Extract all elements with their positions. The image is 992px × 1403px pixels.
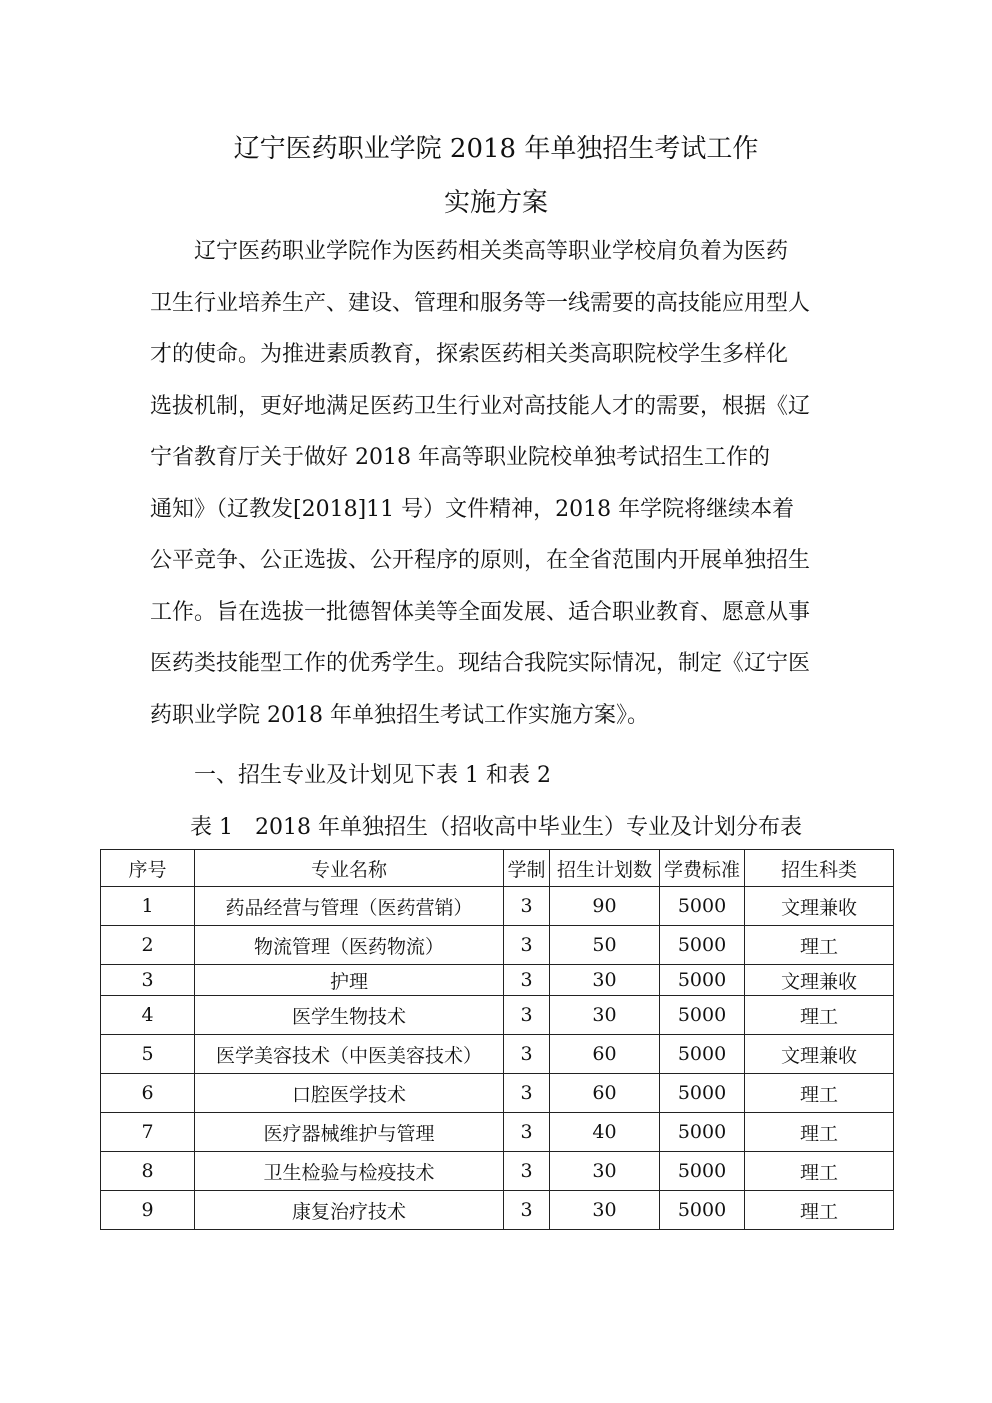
cell-tuition: 5000	[660, 1191, 745, 1230]
document-title-line-1: 辽宁医药职业学院 2018 年单独招生考试工作	[233, 134, 759, 164]
cell-index: 9	[101, 1191, 195, 1230]
cell-index: 8	[101, 1152, 195, 1191]
table-row	[101, 1074, 894, 1113]
cell-tuition: 5000	[660, 1074, 745, 1113]
cell-tuition: 5000	[660, 965, 745, 996]
intro-paragraph	[150, 226, 850, 741]
table-row	[101, 926, 894, 965]
cell-tuition: 5000	[660, 996, 745, 1035]
paragraph-line: 辽宁医药职业学院作为医药相关类高等职业学校肩负着为医药	[194, 239, 789, 264]
cell-index: 1	[101, 887, 195, 926]
cell-plan-count: 30	[550, 1152, 660, 1191]
cell-major-name: 医学生物技术	[195, 996, 504, 1035]
paragraph-line: 通知》（辽教发[2018]11 号）文件精神，2018 年学院将继续本着	[150, 496, 795, 522]
cell-duration: 3	[504, 887, 550, 926]
table-caption: 表 1 2018 年单独招生（招收高中毕业生）专业及计划分布表	[190, 815, 802, 840]
table-row	[101, 887, 894, 926]
table-header-row	[101, 850, 894, 887]
paragraph-line: 宁省教育厅关于做好 2018 年高等职业院校单独考试招生工作的	[150, 445, 770, 470]
cell-category: 理工	[745, 1191, 894, 1230]
cell-major-name: 护理	[195, 965, 504, 996]
cell-duration: 3	[504, 1074, 550, 1113]
cell-tuition: 5000	[660, 1113, 745, 1152]
cell-tuition: 5000	[660, 1035, 745, 1074]
cell-plan-count: 40	[550, 1113, 660, 1152]
paragraph-line: 才的使命。为推进素质教育，探索医药相关类高职院校学生多样化	[150, 342, 789, 367]
cell-index: 5	[101, 1035, 195, 1074]
cell-plan-count: 60	[550, 1035, 660, 1074]
cell-duration: 3	[504, 1035, 550, 1074]
cell-category: 文理兼收	[745, 965, 894, 996]
header-index: 序号	[101, 850, 195, 887]
header-category: 招生科类	[745, 850, 894, 887]
section-heading: 一、招生专业及计划见下表 1 和表 2	[194, 763, 551, 788]
table-row	[101, 1152, 894, 1191]
cell-index: 6	[101, 1074, 195, 1113]
cell-duration: 3	[504, 926, 550, 965]
cell-index: 2	[101, 926, 195, 965]
cell-index: 4	[101, 996, 195, 1035]
cell-category: 理工	[745, 1074, 894, 1113]
cell-major-name: 物流管理（医药物流）	[195, 926, 504, 965]
header-duration: 学制	[504, 850, 550, 887]
paragraph-line: 卫生行业培养生产、建设、管理和服务等一线需要的高技能应用型人	[150, 290, 811, 316]
cell-plan-count: 30	[550, 965, 660, 996]
cell-major-name: 康复治疗技术	[195, 1191, 504, 1230]
cell-category: 理工	[745, 996, 894, 1035]
cell-duration: 3	[504, 1191, 550, 1230]
cell-tuition: 5000	[660, 1152, 745, 1191]
cell-category: 文理兼收	[745, 887, 894, 926]
cell-tuition: 5000	[660, 926, 745, 965]
cell-plan-count: 60	[550, 1074, 660, 1113]
header-plan-count: 招生计划数	[550, 850, 660, 887]
cell-category: 理工	[745, 1152, 894, 1191]
cell-major-name: 药品经营与管理（医药营销）	[195, 887, 504, 926]
cell-plan-count: 30	[550, 996, 660, 1035]
cell-category: 理工	[745, 926, 894, 965]
cell-duration: 3	[504, 1152, 550, 1191]
document-title-line-2: 实施方案	[443, 188, 548, 218]
cell-plan-count: 50	[550, 926, 660, 965]
table-row	[101, 965, 894, 996]
paragraph-line: 医药类技能型工作的优秀学生。现结合我院实际情况，制定《辽宁医	[150, 651, 811, 676]
table-row	[101, 1113, 894, 1152]
cell-index: 3	[101, 965, 195, 996]
paragraph-line: 选拔机制，更好地满足医药卫生行业对高技能人才的需要，根据《辽	[150, 393, 811, 419]
cell-major-name: 卫生检验与检疫技术	[195, 1152, 504, 1191]
paragraph-line: 公平竞争、公正选拔、公开程序的原则，在全省范围内开展单独招生	[150, 548, 811, 573]
cell-duration: 3	[504, 1113, 550, 1152]
header-tuition: 学费标准	[660, 850, 745, 887]
cell-category: 文理兼收	[745, 1035, 894, 1074]
cell-category: 理工	[745, 1113, 894, 1152]
cell-index: 7	[101, 1113, 195, 1152]
cell-major-name: 口腔医学技术	[195, 1074, 504, 1113]
cell-plan-count: 90	[550, 887, 660, 926]
cell-major-name: 医学美容技术（中医美容技术）	[195, 1035, 504, 1074]
cell-duration: 3	[504, 965, 550, 996]
table-row	[101, 996, 894, 1035]
enrollment-plan-table	[100, 849, 894, 1230]
paragraph-line: 工作。旨在选拔一批德智体美等全面发展、适合职业教育、愿意从事	[150, 599, 811, 625]
header-major-name: 专业名称	[195, 850, 504, 887]
table-row	[101, 1191, 894, 1230]
cell-duration: 3	[504, 996, 550, 1035]
paragraph-line: 药职业学院 2018 年单独招生考试工作实施方案》。	[150, 702, 649, 728]
cell-tuition: 5000	[660, 887, 745, 926]
table-row	[101, 1035, 894, 1074]
cell-plan-count: 30	[550, 1191, 660, 1230]
cell-major-name: 医疗器械维护与管理	[195, 1113, 504, 1152]
